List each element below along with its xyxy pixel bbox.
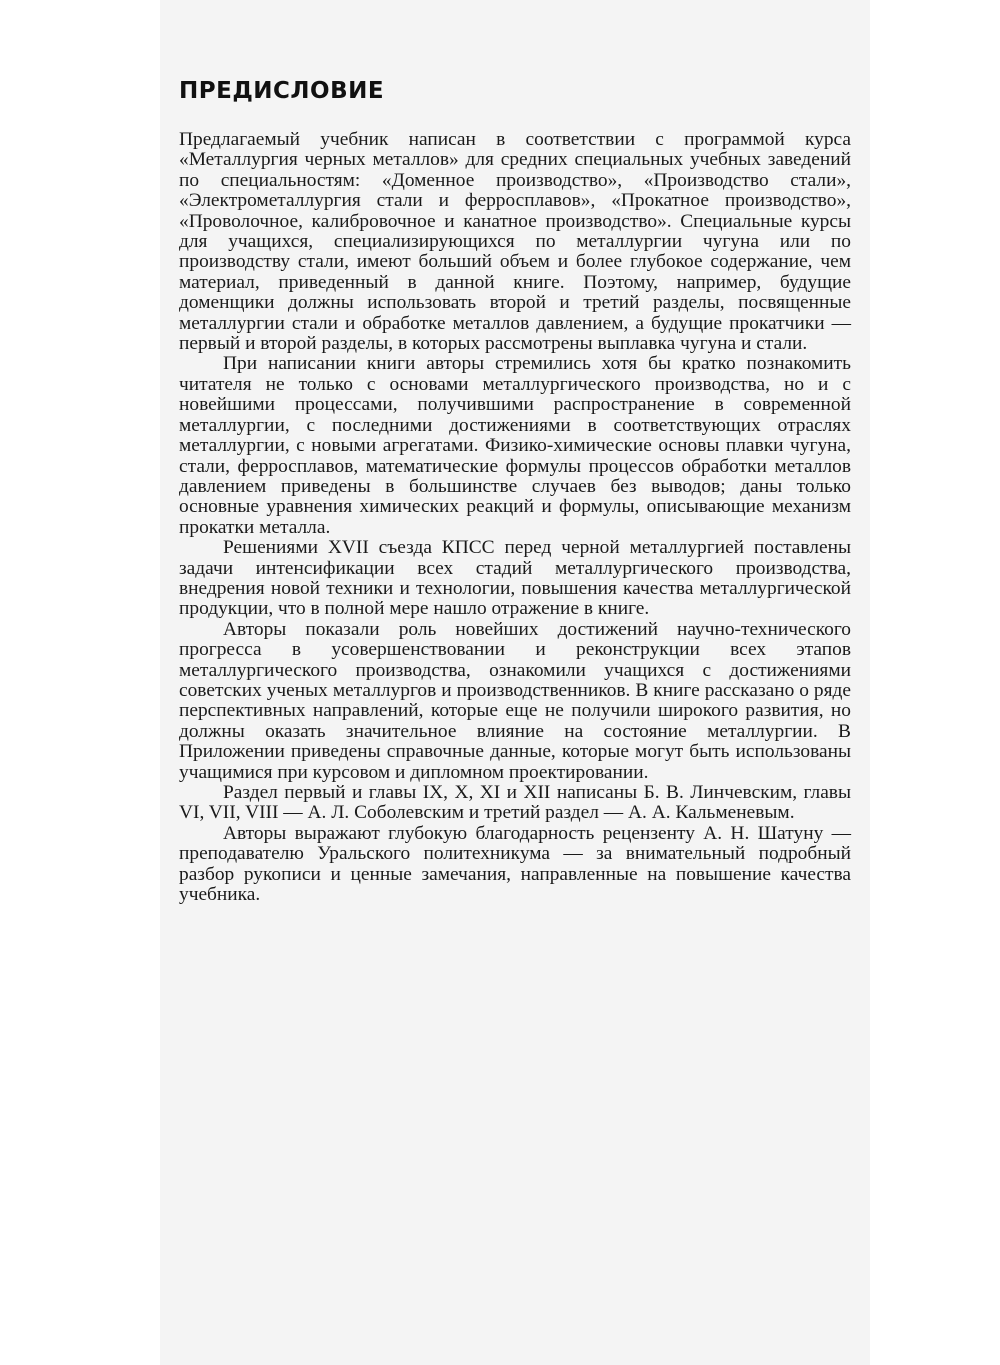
paragraph: При написании книги авторы стремились хотя бы кратко познакомить читателя не только с основами металлургического производства, но и с новейшими процессами, получившими распространение в современной металлургии, с последними достижениями в соответствующих отраслях металлургии, с новыми агрегатами. Физико-химические основы плавки чугуна, стали, ферросплавов, математические формулы процессов обработки металлов давлением приведены в большинстве случаев без выводов; даны только основные уравнения химических реакций и формулы, описывающие механизм прокатки металла. [179,353,851,538]
preface-body [179,130,851,905]
paragraph: Предлагаемый учебник написан в соответствии с программой курса «Металлургия черных металлов» для средних специальных учебных заведений по специальностям: «Доменное производство», «Производство стали», «Электрометаллургия стали и ферросплавов», «Прокатное производство», «Проволочное, калибровочное и канатное производство». Специальные курсы для учащихся, специализирующихся по металлургии чугуна или по производству стали, имеют больший объем и более глубокое содержание, чем материал, приведенный в данной книге. Поэтому, например, будущие доменщики должны использовать второй и третий разделы, посвященные металлургии стали и обработке металлов давлением, а будущие прокатчики — первый и второй разделы, в которых рассмотрены выплавка чугуна и стали. [179,129,851,355]
paragraph: Авторы показали роль новейших достижений научно-технического прогресса в усовершенствовании и реконструкции всех этапов металлургического производства, ознакомили учащихся с достижениями советских ученых металлургов и производственников. В книге рассказано о ряде перспективных направлений, которые еще не получили широкого развития, но должны оказать значительное влияние на состояние металлургии. В Приложении приведены справочные данные, которые могут быть использованы учащимися при курсовом и дипломном проектировании. [179,618,851,783]
page-title: ПРЕДИСЛОВИЕ [179,78,385,104]
paragraph: Авторы выражают глубокую благодарность рецензенту А. Н. Шатуну — преподавателю Уральского политехникума — за внимательный подробный разбор рукописи и ценные замечания, направленные на повышение качества учебника. [179,822,851,906]
paragraph: Решениями XVII съезда КПСС перед черной металлургией поставлены задачи интенсификации всех стадий металлургического производства, внедрения новой техники и технологии, повышения качества металлургической продукции, что в полной мере нашло отражение в книге. [179,537,851,620]
paragraph: Раздел первый и главы IX, X, XI и XII написаны Б. В. Линчевским, главы VI, VII, VIII — А. Л. Соболевским и третий раздел — А. А. Кальменевым. [179,782,851,824]
